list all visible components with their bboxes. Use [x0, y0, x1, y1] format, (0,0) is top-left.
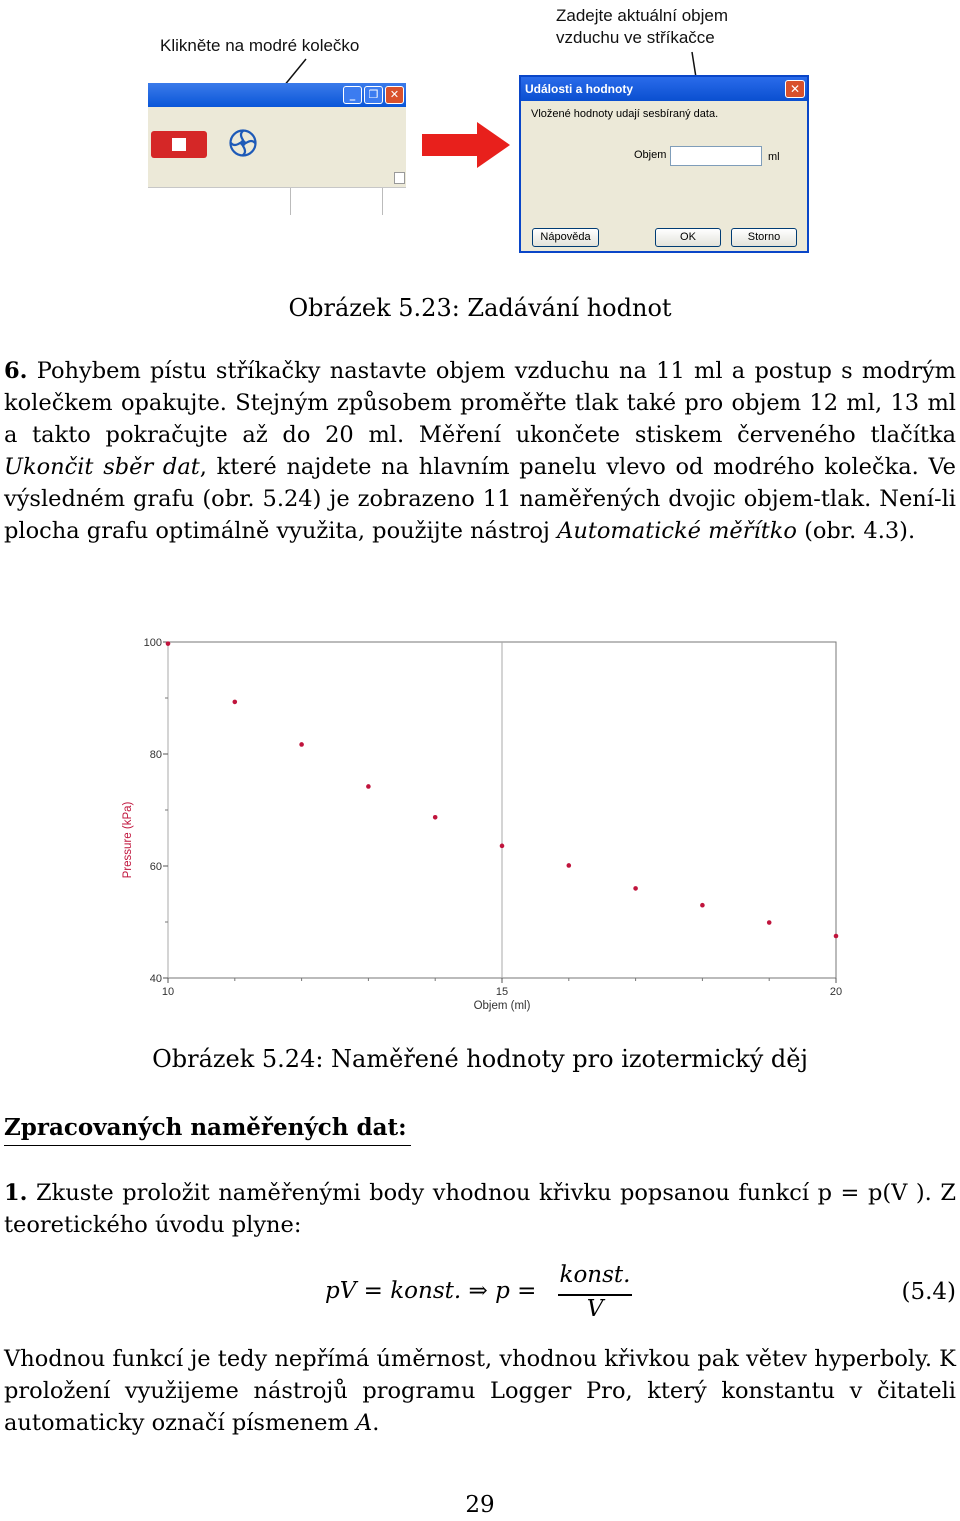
callout-enter-volume-1: Zadejte aktuální objem [556, 6, 728, 25]
ok-button[interactable]: OK [655, 228, 721, 247]
step-6-text-3: (obr. 4.3). [796, 518, 916, 544]
dialog-close-button[interactable]: ✕ [785, 80, 805, 98]
y-tick-label: 40 [149, 973, 162, 985]
graph-area-edge [148, 187, 406, 216]
data-point [433, 815, 438, 820]
resize-handle[interactable] [394, 172, 405, 184]
help-button[interactable]: Nápověda [532, 228, 599, 247]
stop-collection-button[interactable] [151, 131, 207, 158]
heading-underline [4, 1145, 411, 1146]
conclusion-text-1: Vhodnou funkcí je tedy nepřímá úměrnost, vhodnou křivkou pak větev hyperboly. K proložení využijeme nástrojů programu Logger Pro, který konstantu v čitateli automaticky označí písmenem [4, 1346, 956, 1436]
equation-lhs: pV = konst. ⇒ p = [325, 1278, 537, 1304]
callout-click-wheel: Klikněte na modré kolečko [160, 36, 360, 55]
minimize-button[interactable]: _ [343, 86, 362, 104]
conclusion-paragraph [4, 1343, 956, 1439]
dialog-message: Vložené hodnoty udají sesbíraný data. [531, 108, 719, 120]
step-1-paragraph [4, 1177, 956, 1241]
x-tick-label: 15 [495, 986, 509, 998]
data-point [834, 934, 839, 939]
y-tick-label: 80 [149, 749, 162, 761]
page-number: 29 [465, 1492, 495, 1518]
volume-unit: ml [768, 151, 780, 163]
figure-caption-5-23: Obrázek 5.23: Zadávání hodnot [288, 294, 672, 322]
step-6-italic-1: Ukončit sběr dat [4, 454, 200, 480]
data-point [633, 886, 638, 891]
step-1-text: Zkuste proložit naměřenými body vhodnou křivku popsanou funkcí p = p(V ). Z teoretického úvodu plyne: [4, 1180, 957, 1238]
step-6-text-2: , které najdete na hlavním panelu vlevo od modrého kolečka. Ve výsledném grafu (obr. 5.24) je zobrazeno 11 naměřených dvojic objem-tlak. Není-li plocha grafu optimálně využita, použijte nástroj [4, 454, 956, 544]
equation-number: (5.4) [901, 1279, 956, 1305]
figure-caption-5-24: Obrázek 5.24: Naměřené hodnoty pro izotermický děj [152, 1045, 808, 1073]
y-tick-label: 60 [149, 861, 162, 873]
callout-enter-volume-2: vzduchu ve stříkačce [556, 28, 715, 47]
x-tick-label: 20 [829, 986, 843, 998]
divider [382, 188, 383, 215]
step-6-italic-2: Automatické měřítko [557, 518, 797, 544]
step-number: 6. [4, 358, 28, 384]
keep-wheel-icon[interactable] [228, 128, 258, 158]
data-point [299, 742, 304, 747]
cancel-button[interactable]: Storno [731, 228, 797, 247]
equation-denominator: V [586, 1296, 604, 1322]
x-tick-label: 10 [161, 986, 175, 998]
data-point [567, 863, 572, 868]
y-axis-label: Pressure (kPa) [122, 801, 134, 879]
x-axis-label: Objem (ml) [473, 1000, 531, 1012]
data-point [166, 641, 171, 646]
events-values-dialog [519, 75, 809, 253]
conclusion-italic: A [355, 1410, 373, 1436]
conclusion-text-2: . [372, 1410, 380, 1436]
stop-icon [172, 138, 186, 151]
pressure-volume-chart [100, 625, 860, 1020]
close-button[interactable]: ✕ [385, 86, 404, 104]
step-6-paragraph [4, 355, 956, 547]
section-heading: Zpracovaných naměřených dat: [4, 1114, 407, 1141]
data-point [233, 700, 238, 705]
equation-numerator: konst. [559, 1262, 631, 1288]
volume-input[interactable] [670, 146, 762, 166]
red-arrow-icon [422, 120, 512, 170]
data-point [500, 844, 505, 849]
data-point [767, 920, 772, 925]
y-tick-label: 100 [143, 637, 162, 649]
maximize-button[interactable]: ❐ [364, 86, 383, 104]
data-point [366, 784, 371, 789]
volume-label: Objem [634, 149, 667, 161]
step-6-text-1: Pohybem pístu stříkačky nastavte objem vzduchu na 11 ml a postup s modrým kolečkem opakujte. Stejným způsobem proměřte tlak také pro objem 12 ml, 13 ml a takto pokračujte až do 20 ml. Měření ukončete stiskem červeného tlačítka [4, 358, 956, 448]
divider [290, 188, 291, 215]
step-number: 1. [4, 1180, 28, 1206]
dialog-title: Události a hodnoty [521, 77, 807, 101]
data-point [700, 903, 705, 908]
